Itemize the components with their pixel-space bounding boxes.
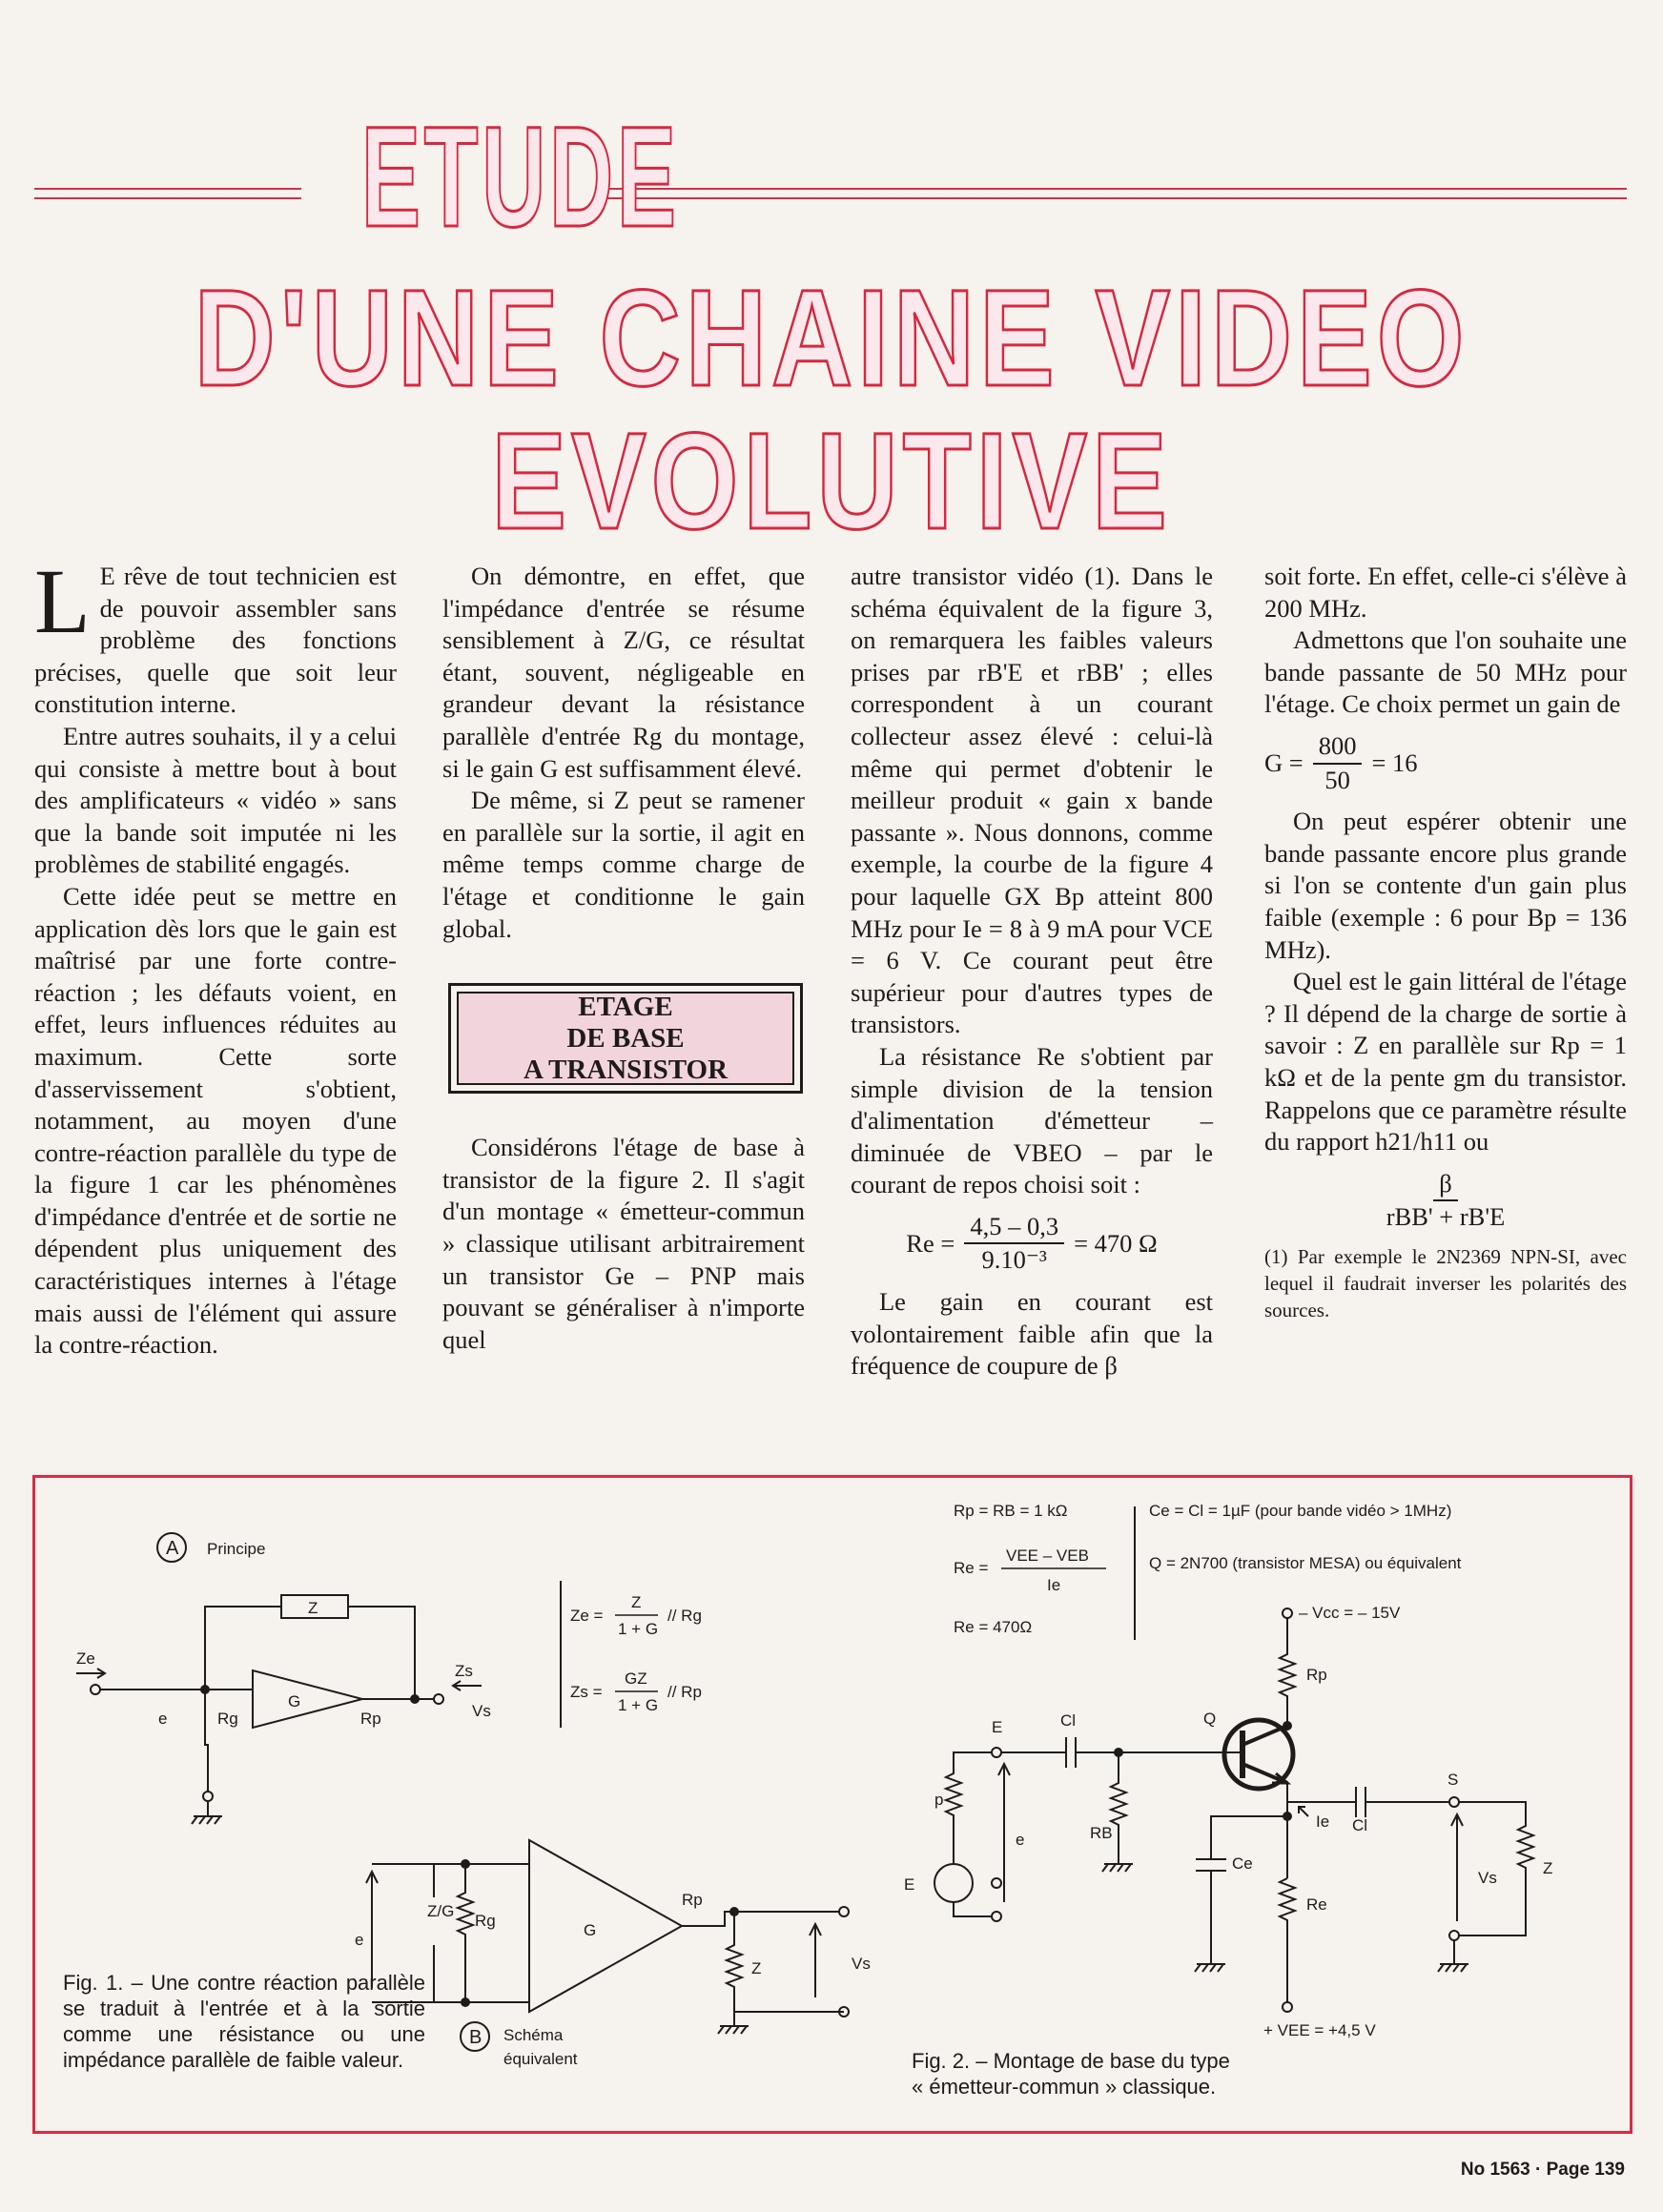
fig2-rp-label: Rp [1306,1666,1327,1684]
fig1b-g-label: G [584,1921,597,1939]
title-line-2: D'UNE CHAINE VIDEO EVOLUTIVE [194,261,1469,558]
fig2-note-re-val: Re = 470Ω [954,1618,1033,1636]
col3-paragraph-2: La résistance Re s'obtient par simple division de la tension d'alimentation d'émetteur – diminuée de VBEO – par le courant de repos choisi soit : [851,1041,1213,1199]
fig1-ze-eq-num: Z [631,1593,642,1611]
marker-b: B [469,2027,482,2048]
figure-2-caption-line-2: « émetteur-commun » classique. [912,2075,1217,2099]
marker-a: A [166,1538,179,1559]
fig1-principe-label: Principe [207,1540,266,1558]
col3-paragraph-1: autre transistor vidéo (1). Dans le schéma équivalent de la figure 3, on remarquera les faibles valeurs prises par rB'E et rBB' ; elles correspondent à un courant collecteur assez élevé : celui-là même qui permet d'obtenir le meilleur produit « gain x bande passante ». Nous donnons, comme exemple, la courbe de la figure 4 pour laquelle GX Bp atteint 800 MHz pour Ie = 8 à 9 mA pour VCE = 6 V. Ce courant peut être supérieur pour d'autres types de transistors. [851,562,1213,1039]
fig1-zs-eq: Zs = [570,1683,603,1701]
drop-cap: L [34,550,91,652]
title-line-1: ETUDE [360,96,680,256]
col3-paragraph-3: Le gain en courant est volontairement faible afin que la fréquence de coupure de β [851,1287,1213,1381]
section-heading-line-2: DE BASE [566,1022,685,1054]
gain-equation-denominator: 50 [1324,765,1350,794]
fig2-q-label: Q [1203,1710,1217,1728]
fig1-zs-eq-num: GZ [625,1669,647,1688]
fig2-generator-label: E [904,1875,915,1894]
fig1-amplifier [253,1670,362,1728]
fig2-cl-in-label: Cl [1060,1711,1077,1730]
section-heading-line-3: A TRANSISTOR [523,1054,729,1085]
gm-fraction-numerator: β [1433,1168,1457,1202]
fig1-rg-label: Rg [217,1710,238,1728]
col1-paragraph-3: Cette idée peut se mettre en application dès lors que le gain est maîtrisé par une forte contre-réaction ; les défauts voient, en effet, leurs influences réduites au maximum. Cette sorte d'asservissement s'obtient, notamment, au moyen d'une contre-réaction parallèle du type de la figure 1 car les phénomènes d'impédance d'entrée et de sortie ne dépendent plus uniquement des caractéristiques internes à l'étage mais aussi de l'élément qui assure la contre-réaction. [34,881,397,1360]
re-equation-lhs: Re = [906,1228,955,1258]
gain-equation-rhs: = 16 [1371,748,1418,777]
fig2-note-ce: Ce = Cl = 1µF (pour bande vidéo > 1MHz) [1149,1502,1452,1520]
figure-1-caption: Fig. 1. – Une contre réaction parallèle se traduit à l'entrée et à la sortie comme une résistance ou une impédance parallèle de faible valeur. [63,1971,425,2072]
fig2-vs-label: Vs [1478,1869,1497,1887]
fig1-ze-eq-den: 1 + G [618,1620,659,1638]
col2-paragraph-1: On démontre, en effet, que l'impédance d'entrée se résume sensiblement à Z/G, ce résultat étant, souvent, négligeable en grandeur devant la résistance parallèle d'entrée Rg du montage, si le gain G est suffisamment élevé. [442,562,805,783]
fig1b-vs-label: Vs [852,1955,871,1973]
fig2-re-label: Re [1306,1895,1327,1914]
gain-equation-numerator: 800 [1313,730,1363,765]
col2-paragraph-2: De même, si Z peut se ramener en parallèle sur la sortie, il agit en même temps comme charge de l'étage et conditionne le gain global. [442,786,805,943]
fig1b-zg-label: Z/G [427,1902,455,1920]
col4-paragraph-3: On peut espérer obtenir une bande passante encore plus grande si l'on se contente d'un gain plus faible (exemple : 6 pour Bp = 136 MHz). [1264,807,1627,964]
fig2-vcc-label: – Vcc = – 15V [1299,1604,1401,1622]
fig1b-schema-line-1: Schéma [503,2026,564,2044]
fig2-note-re-num: VEE – VEB [1006,1546,1089,1565]
fig1-vs-label: Vs [472,1702,491,1720]
fig1-zs-eq-rhs: // Rp [667,1683,702,1701]
figure-2-caption [912,2048,1388,2099]
col4-paragraph-1: soit forte. En effet, celle-ci s'élève à 200 MHz. [1264,562,1627,623]
col4-paragraph-4: Quel est le gain littéral de l'étage ? Il dépend de la charge de sortie à savoir : Z en parallèle sur Rp = 1 kΩ et de la pente gm du transistor. Rappelons que ce paramètre résulte du rapport h21/h11 ou [1264,967,1627,1157]
fig2-z-label: Z [1543,1859,1553,1877]
fig2-note-rp: Rp = RB = 1 kΩ [954,1502,1068,1520]
fig2-e-label: e [1016,1831,1025,1849]
fig1b-z-label: Z [751,1959,762,1977]
col1-paragraph-2: Entre autres souhaits, il y a celui qui consiste à mettre bout à bout des amplificateurs « vidéo » sans que la bande soit imputée ni les problèmes de stabilité engagés. [34,721,397,879]
figure-2-caption-line-1: Fig. 2. – Montage de base du type [912,2049,1230,2073]
fig2-ce-label: Ce [1232,1854,1253,1873]
fig2-cl-out-label: Cl [1352,1816,1368,1834]
fig2-vee-label: + VEE = +4,5 V [1263,2021,1376,2039]
fig1b-rp-label: Rp [682,1891,703,1909]
fig1-rp-label: Rp [360,1710,381,1728]
fig2-note-q: Q = 2N700 (transistor MESA) ou équivalent [1149,1554,1462,1572]
fig2-generator [934,1864,973,1902]
fig1-zs-eq-den: 1 + G [618,1696,659,1714]
page-number: No 1563 · Page 139 [1460,2160,1625,2180]
fig1b-schema-line-2: équivalent [503,2050,578,2068]
fig1-ze-eq: Ze = [570,1607,604,1625]
fig1-e-label: e [158,1710,168,1728]
re-equation-numerator: 4,5 – 0,3 [964,1211,1064,1245]
fig2-note-re-den: Ie [1047,1576,1061,1594]
footnote: (1) Par exemple le 2N2369 NPN-SI, avec lequel il faudrait inverser les polarités des sources. [1264,1244,1627,1321]
col2-paragraph-3: Considérons l'étage de base à transistor de la figure 2. Il s'agit d'un montage « émetteur-commun » classique utilisant arbitrairement un transistor Ge – PNP mais pouvant se généraliser à n'importe quel [442,1133,805,1354]
re-equation-rhs: = 470 Ω [1074,1228,1158,1258]
fig2-ie-label: Ie [1316,1813,1330,1831]
fig2-s-label: S [1447,1771,1459,1789]
fig2-note-re-lhs: Re = [954,1559,989,1577]
fig1b-rg-label: Rg [475,1912,496,1930]
col4-paragraph-2: Admettons que l'on souhaite une bande passante de 50 MHz pour l'étage. Ce choix permet un gain de [1264,625,1627,719]
gain-equation-lhs: G = [1264,748,1304,777]
fig2-p-label: p [934,1791,944,1809]
fig1-g-label: G [288,1692,301,1710]
fig1-ze-label: Ze [76,1649,95,1668]
section-heading-line-1: ETAGE [578,991,673,1022]
gm-fraction-denominator: rBB' + rB'E [1386,1202,1506,1232]
col1-paragraph-1: E rêve de tout technicien est de pouvoir assembler sans problème des fonctions précises, quelle que soit leur constitution interne. [34,562,397,719]
fig1-zs-label: Zs [455,1662,473,1680]
fig1-z-label: Z [308,1599,318,1617]
fig1b-e-label: e [355,1931,364,1949]
fig1b-amplifier [529,1840,682,2012]
re-equation-denominator: 9.10⁻³ [981,1245,1047,1275]
fig2-e-terminal-label: E [992,1718,1003,1736]
fig1-ze-eq-rhs: // Rg [667,1607,702,1625]
fig2-rb-label: RB [1090,1824,1113,1842]
